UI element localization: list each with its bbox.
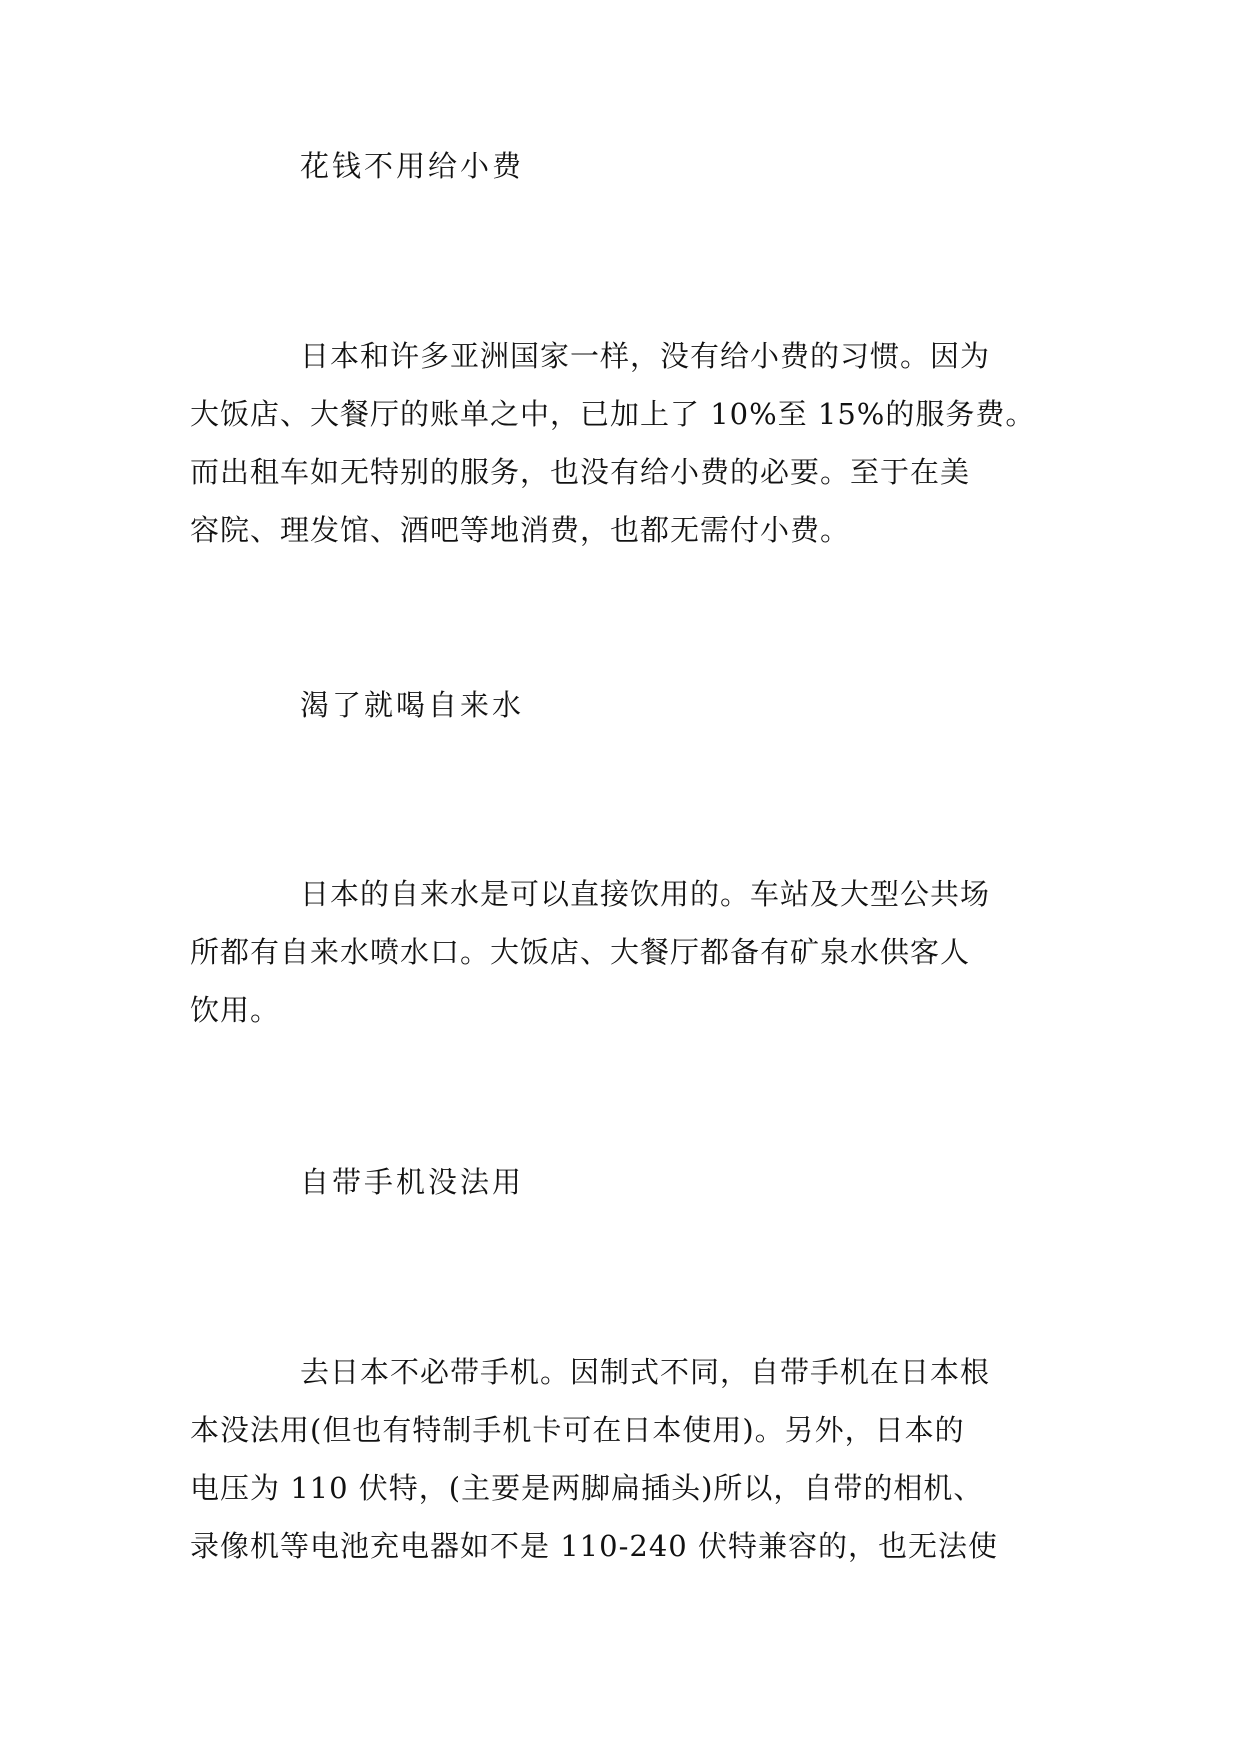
paragraph-line: 饮用。 — [190, 993, 281, 1027]
paragraph-line: 容院、理发馆、酒吧等地消费，也都无需付小费。 — [190, 513, 851, 547]
paragraph-line: 电压为 110 伏特，(主要是两脚扁插头)所以，自带的相机、 — [190, 1471, 984, 1505]
section-paragraph-mobile-phone — [190, 1355, 1050, 1590]
paragraph-line: 而出租车如无特别的服务，也没有给小费的必要。至于在美 — [190, 455, 971, 489]
section-paragraph-tap-water — [190, 877, 1050, 1054]
paragraph-line: 所都有自来水喷水口。大饭店、大餐厅都备有矿泉水供客人 — [190, 935, 971, 969]
paragraph-line: 录像机等电池充电器如不是 110-240 伏特兼容的，也无法使 — [190, 1529, 998, 1563]
section-heading-mobile-phone: 自带手机没法用 — [300, 1165, 525, 1199]
paragraph-line: 去日本不必带手机。因制式不同，自带手机在日本根 — [300, 1355, 991, 1389]
paragraph-line: 日本和许多亚洲国家一样，没有给小费的习惯。因为 — [300, 339, 991, 373]
paragraph-line: 日本的自来水是可以直接饮用的。车站及大型公共场 — [300, 877, 991, 911]
paragraph-line: 大饭店、大餐厅的账单之中，已加上了 10%至 15%的服务费。 — [190, 397, 1036, 431]
section-heading-tipping: 花钱不用给小费 — [300, 149, 525, 183]
section-heading-tap-water: 渴了就喝自来水 — [300, 688, 525, 722]
paragraph-line: 本没法用(但也有特制手机卡可在日本使用)。另外，日本的 — [190, 1413, 965, 1447]
section-paragraph-tipping — [190, 339, 1050, 574]
